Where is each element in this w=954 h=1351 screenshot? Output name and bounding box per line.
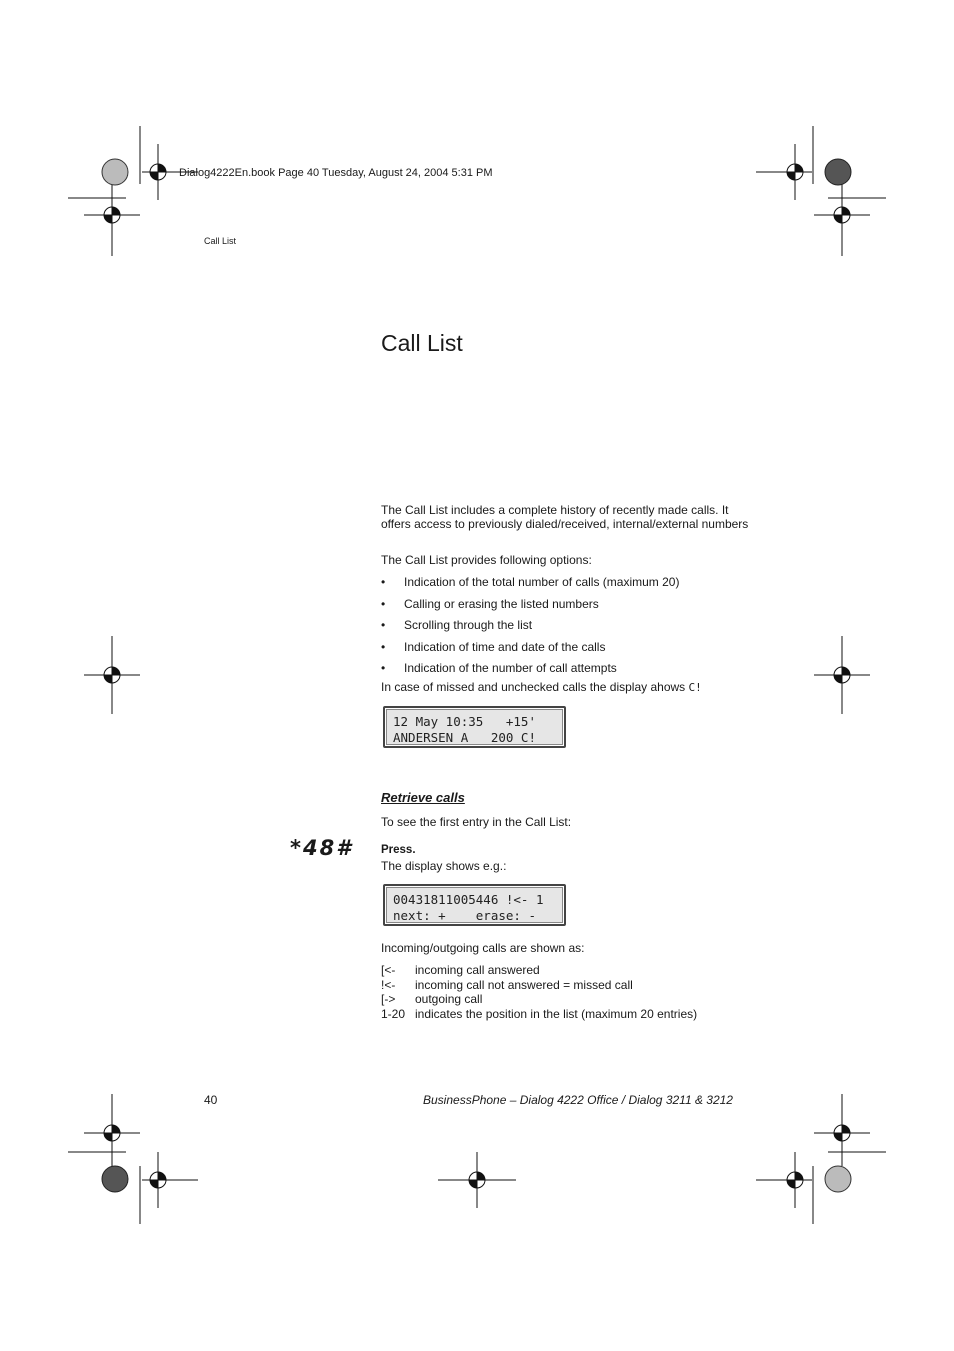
legend-text: outgoing call (415, 992, 483, 1006)
missed-note (381, 680, 751, 695)
legend-symbol: [-> (381, 992, 396, 1006)
symbol-legend (381, 963, 697, 1021)
display-example-1 (383, 706, 566, 748)
section-intro: To see the first entry in the Call List: (381, 815, 572, 829)
list-item: • Calling or erasing the listed numbers (381, 597, 679, 619)
legend-text: incoming call answered (415, 963, 540, 977)
press-instruction: Press. (381, 844, 416, 856)
intro-paragraph: The Call List includes a complete history of recently made calls. It offers access to previously dialed/received, internal/external numbers (381, 503, 749, 531)
legend-symbol: [<- (381, 963, 396, 977)
legend-row (381, 992, 697, 1007)
display-line-1: 12 May 10:35 +15' (393, 714, 536, 729)
list-item: • Scrolling through the list (381, 618, 679, 640)
shown-as-text: Incoming/outgoing calls are shown as: (381, 941, 585, 955)
page-title: Call List (381, 330, 463, 356)
section-heading: Retrieve calls (381, 790, 465, 805)
display-example-2 (383, 884, 566, 926)
options-intro: The Call List provides following options: (381, 553, 592, 567)
display-line-1: 00431811005446 !<- 1 (393, 892, 544, 907)
legend-text: indicates the position in the list (maximum 20 entries) (415, 1006, 698, 1021)
book-title: BusinessPhone – Dialog 4222 Office / Dialog 3211 & 3212 (423, 1093, 733, 1107)
running-head: Call List (204, 236, 237, 246)
missed-code: C! (688, 681, 702, 694)
options-list (381, 575, 679, 683)
list-item: • Indication of the total number of calls (maximum 20) (381, 575, 679, 597)
missed-note-text: In case of missed and unchecked calls the display ahows (381, 680, 686, 694)
legend-row (381, 1007, 697, 1022)
legend-symbol: !<- (381, 977, 396, 992)
legend-row (381, 978, 697, 993)
legend-row (381, 963, 697, 978)
legend-symbol: 1-20 (381, 1006, 406, 1021)
keycode: *48# (290, 836, 353, 860)
list-item: • Indication of time and date of the calls (381, 640, 679, 662)
header-file-info: Dialog4222En.book Page 40 Tuesday, August 24, 2004 5:31 PM (179, 167, 493, 179)
display-line-2: next: + erase: - (393, 908, 536, 923)
list-item: • Indication of the number of call attempts (381, 661, 679, 683)
legend-text: incoming call not answered = missed call (415, 977, 633, 992)
display-line-2: ANDERSEN A 200 C! (393, 730, 536, 745)
display-note: The display shows e.g.: (381, 859, 507, 873)
page-number: 40 (204, 1093, 218, 1107)
